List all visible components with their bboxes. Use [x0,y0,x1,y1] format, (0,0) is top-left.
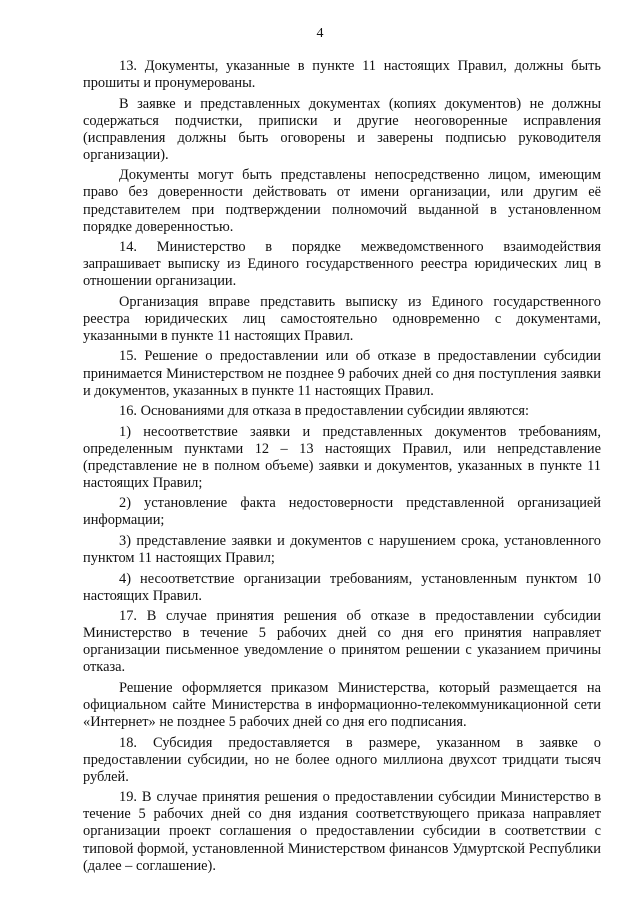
paragraph-17: 17. В случае принятия решения об отказе в предоставлении субсидии Министерство в течение 5 рабочих дней со дня его принятия направляет организации письменное уведомление о принятом решении с указанием причины отказа. [83,608,601,676]
paragraph-15: 15. Решение о предоставлении или об отказе в предоставлении субсидии принимается Министерством не позднее 9 рабочих дней со дня поступления заявки и документов, указанных в пункте 11 настоящих Правил. [83,348,601,399]
paragraph-16: 16. Основаниями для отказа в предоставлении субсидии являются: [119,403,529,420]
paragraph-18: 18. Субсидия предоставляется в размере, указанном в заявке о предоставлении субсидии, но не более одного миллиона двухсот тридцати тысяч рублей. [83,734,601,785]
paragraph-19: 19. В случае принятия решения о предоставлении субсидии Министерство в течение 5 рабочих дней со дня издания соответствующего приказа направляет организации проект соглашения о предоставлении субсидии в соответствии с типовой формой, установленной Министерством финансов Удмуртской Республики (далее – соглашение). [83,789,601,874]
paragraph-13: 13. Документы, указанные в пункте 11 настоящих Правил, должны быть прошиты и пронумерованы. [83,58,601,92]
paragraph-16-item-2: 2) установление факта недостоверности представленной организацией информации; [83,495,601,529]
document-body [83,58,601,878]
paragraph-14: 14. Министерство в порядке межведомственного взаимодействия запрашивает выписку из Единого государственного реестра юридических лиц в отношении организации. [83,239,601,290]
paragraph-14-extract: Организация вправе представить выписку из Единого государственного реестра юридических лиц самостоятельно одновременно с документами, указанными в пункте 11 настоящих Правил. [83,293,601,344]
paragraph-16-item-4: 4) несоответствие организации требованиям, установленным пунктом 10 настоящих Правил. [83,570,601,604]
paragraph-16-item-3: 3) представление заявки и документов с нарушением срока, установленного пунктом 11 настоящих Правил; [83,532,601,567]
paragraph-16-item-1: 1) несоответствие заявки и представленных документов требованиям, определенным пунктами 12 – 13 настоящих Правил, или непредставление (представление не в полном объеме) заявки и документов, указанных в пункте 11 настоящих Правил; [83,423,601,491]
paragraph-17-order: Решение оформляется приказом Министерства, который размещается на официальном сайте Министерства в информационно-телекоммуникационной сети «Интернет» не позднее 5 рабочих дней со дня его подписания. [83,679,601,731]
paragraph-13-corrections: В заявке и представленных документах (копиях документов) не должны содержаться подчистки, приписки и другие неоговоренные исправления (исправления должны быть оговорены и заверены подписью руководителя организации). [83,95,601,163]
page-number: 4 [316,26,324,41]
paragraph-13-representative: Документы могут быть представлены непосредственно лицом, имеющим право без доверенности действовать от имени организации, или другим её представителем при подтверждении полномочий выданной в установленном порядке доверенностью. [83,167,601,235]
